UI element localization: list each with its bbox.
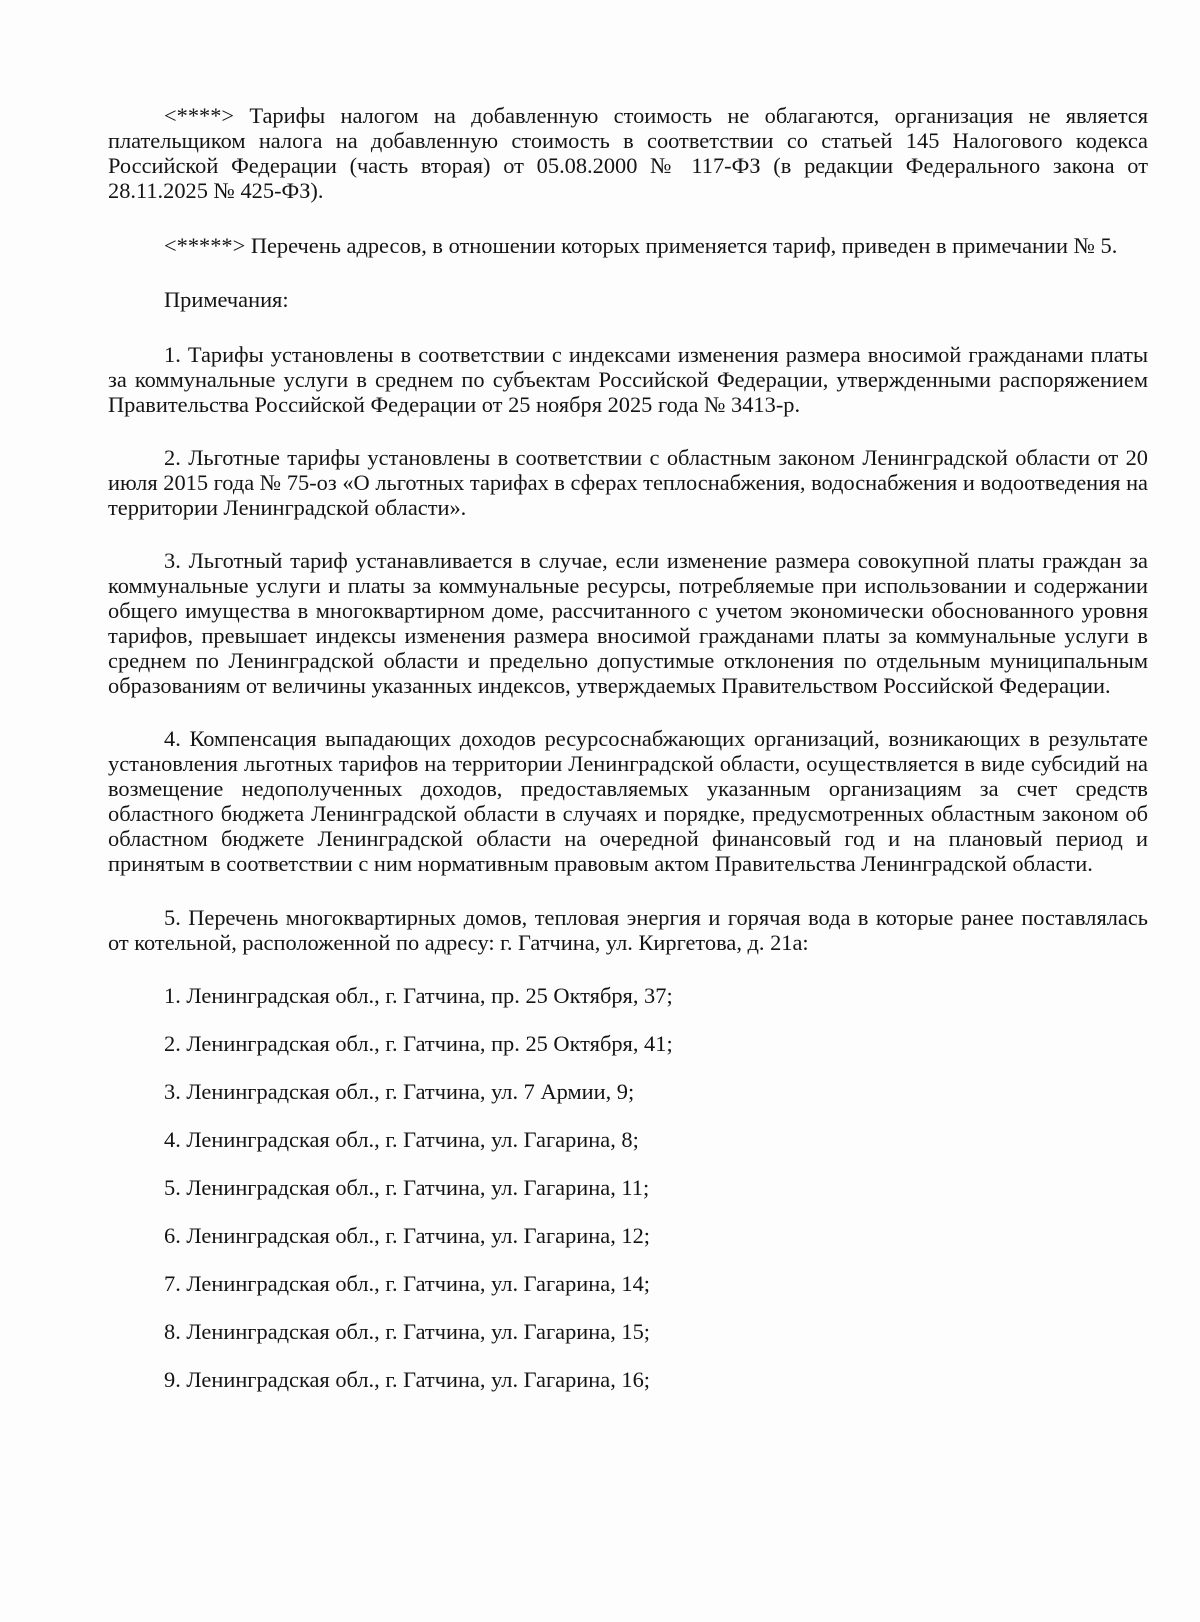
list-item: 1. Ленинградская обл., г. Гатчина, пр. 25 Октября, 37; (164, 983, 673, 1008)
list-item: 3. Ленинградская обл., г. Гатчина, ул. 7 Армии, 9; (164, 1079, 635, 1104)
notes-title: Примечания: (164, 287, 289, 312)
vat-note-paragraph: <****> Тарифы налогом на добавленную стоимость не облагаются, организация не является плательщиком налога на добавленную стоимость в соответствии со статьей 145 Налогового кодекса Российской Федерации (часть вторая) от 05.08.2000 № 117-ФЗ (в редакции Федерального закона от 28.11.2025 № 425-ФЗ). (108, 103, 1148, 203)
note-5: 5. Перечень многоквартирных домов, тепловая энергия и горячая вода в которые ранее поставлялась от котельной, расположенной по адресу: г. Гатчина, ул. Киргетова, д. 21а: (108, 905, 1148, 955)
note-1: 1. Тарифы установлены в соответствии с индексами изменения размера вносимой гражданами платы за коммунальные услуги в среднем по субъектам Российской Федерации, утвержденными распоряжением Правительства Российской Федерации от 25 ноября 2025 года № 3413-р. (108, 342, 1148, 417)
list-item: 9. Ленинградская обл., г. Гатчина, ул. Гагарина, 16; (164, 1367, 650, 1392)
list-item: 7. Ленинградская обл., г. Гатчина, ул. Гагарина, 14; (164, 1271, 650, 1296)
address-note-paragraph: <*****> Перечень адресов, в отношении которых применяется тариф, приведен в примечании № 5. (164, 233, 1118, 258)
note-2: 2. Льготные тарифы установлены в соответствии с областным законом Ленинградской области от 20 июля 2015 года № 75-оз «О льготных тарифах в сферах теплоснабжения, водоснабжения и водоотведения на территории Ленинградской области». (108, 445, 1148, 520)
note-3: 3. Льготный тариф устанавливается в случае, если изменение размера совокупной платы граждан за коммунальные услуги и платы за коммунальные ресурсы, потребляемые при использовании и содержании общего имущества в многоквартирном доме, рассчитанного с учетом экономически обоснованного уровня тарифов, превышает индексы изменения размера вносимой гражданами платы за коммунальные услуги в среднем по Ленинградской области и предельно допустимые отклонения по отдельным муниципальным образованиям от величины указанных индексов, утверждаемых Правительством Российской Федерации. (108, 548, 1148, 698)
address-list (108, 983, 1148, 1415)
list-item: 2. Ленинградская обл., г. Гатчина, пр. 25 Октября, 41; (164, 1031, 673, 1056)
list-item: 6. Ленинградская обл., г. Гатчина, ул. Гагарина, 12; (164, 1223, 650, 1248)
list-item: 5. Ленинградская обл., г. Гатчина, ул. Гагарина, 11; (164, 1175, 650, 1200)
list-item: 8. Ленинградская обл., г. Гатчина, ул. Гагарина, 15; (164, 1319, 650, 1344)
note-4: 4. Компенсация выпадающих доходов ресурсоснабжающих организаций, возникающих в результате установления льготных тарифов на территории Ленинградской области, осуществляется в виде субсидий на возмещение недополученных доходов, предоставляемых указанным организациям за счет средств областного бюджета Ленинградской области в случаях и порядке, предусмотренных областным законом об областном бюджете Ленинградской области на очередной финансовый год и на плановый период и принятым в соответствии с ним нормативным правовым актом Правительства Ленинградской области. (108, 726, 1148, 876)
list-item: 4. Ленинградская обл., г. Гатчина, ул. Гагарина, 8; (164, 1127, 639, 1152)
